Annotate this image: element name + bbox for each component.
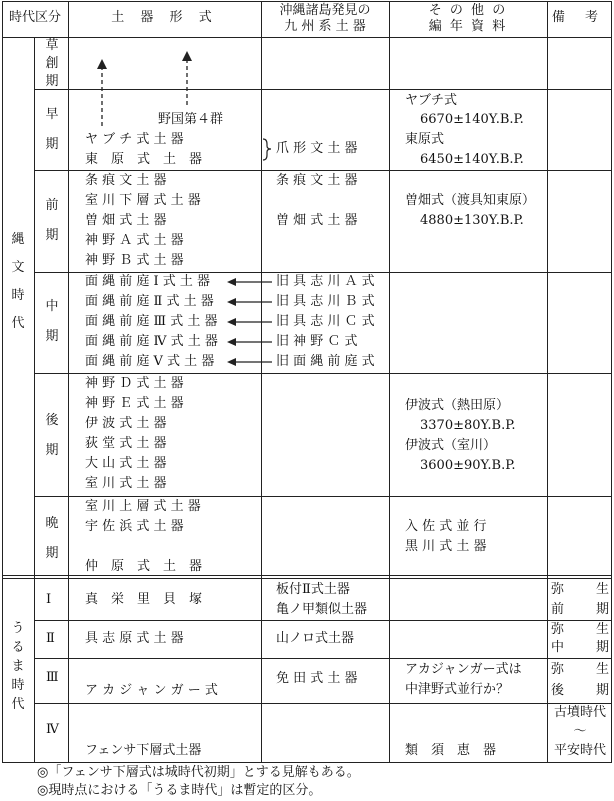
uruma-other-3b: 中津野式並行か？ (405, 682, 510, 697)
kouki-pottery-1: 神 野 Ｄ 式 土 器 (85, 376, 184, 391)
uruma-pottery-3: ア カ ジ ャ ン ガ ー 式 (85, 683, 218, 698)
header-other-line1: そ の 他 の (428, 3, 508, 18)
chuki-pottery-4: 面 縄 前 庭 Ⅳ 式 土 器 (85, 334, 218, 349)
souki-kyushu: 爪 形 文 土 器 (276, 141, 358, 156)
subperiod-banki: 晩期 (45, 516, 59, 561)
uruma-num-2: Ⅱ (46, 631, 55, 646)
subperiod-souki: 早期 (45, 107, 59, 152)
kouki-other-3: 伊波式（室川） (405, 438, 497, 453)
zenki-kyushu-1: 条 痕 文 土 器 (276, 173, 358, 188)
chuki-pottery-2: 面 縄 前 庭 Ⅱ 式 土 器 (85, 294, 214, 309)
souki-nokuni-label: 野国第４群 (158, 112, 224, 127)
chuki-kyushu-4: 旧 神 野 Ｃ 式 (276, 334, 358, 349)
zenki-pottery-4: 神 野 Ａ 式 土 器 (85, 233, 184, 248)
header-kyushu-line1: 沖縄諸島発見の (279, 3, 371, 18)
uruma-num-4: Ⅳ (46, 722, 59, 737)
uruma-other-3a: アカジャンガー式は (405, 662, 522, 677)
footnote-1: ◎「フェンサ下層式は城時代初期」とする見解もある。 (37, 765, 360, 780)
header-period-division: 時代区分 (8, 10, 61, 25)
chuki-kyushu-5: 旧 面 縄 前 庭 式 (276, 354, 375, 369)
uruma-pottery-2: 具 志 原 式 土 器 (85, 631, 184, 646)
souki-pottery-1: ヤ ブ チ 式 土 器 (85, 132, 184, 147)
uruma-kyushu-3: 免 田 式 土 器 (276, 671, 358, 686)
dashed-up-arrow-right (182, 51, 192, 105)
zenki-other-1: 曽畑式（渡具知東原） (405, 193, 536, 208)
subperiod-kouki: 後期 (45, 413, 59, 458)
arrow-chuki-5 (227, 358, 272, 366)
era-label-jomon: 縄文時代 (11, 232, 25, 331)
header-other-line2: 編 年 資 料 (428, 19, 508, 34)
souki-other-2: 6670±140Y.B.P. (420, 112, 524, 127)
uruma-pottery-4: フェンサ下層式土器 (85, 743, 202, 758)
subperiod-zenki: 前期 (45, 198, 59, 243)
chuki-pottery-3: 面 縄 前 庭 Ⅲ 式 土 器 (85, 314, 218, 329)
banki-pottery-2: 宇 佐 浜 式 土 器 (85, 519, 184, 534)
uruma-remarks-4a: 古墳時代 (553, 705, 606, 720)
uruma-other-4: 類 須 恵 器 (405, 743, 497, 758)
zenki-pottery-3: 曽 畑 式 土 器 (85, 213, 167, 228)
zenki-pottery-5: 神 野 Ｂ 式 土 器 (85, 253, 184, 268)
zenki-other-2: 4880±130Y.B.P. (420, 213, 524, 228)
zenki-pottery-1: 条 痕 文 土 器 (85, 173, 167, 188)
souki-other-4: 6450±140Y.B.P. (420, 152, 524, 167)
chuki-kyushu-2: 旧 具 志 川 Ｂ 式 (276, 294, 375, 309)
kouki-pottery-5: 大 山 式 土 器 (85, 456, 167, 471)
arrow-chuki-3 (227, 318, 272, 326)
subperiod-chuki: 中期 (45, 299, 59, 344)
kouki-pottery-3: 伊 波 式 土 器 (85, 416, 167, 431)
banki-pottery-3: 仲 原 式 土 器 (85, 559, 203, 574)
brace-icon (263, 139, 271, 160)
kouki-other-4: 3600±90Y.B.P. (420, 458, 516, 473)
header-remarks: 備 考 (551, 10, 607, 25)
uruma-num-3: Ⅲ (46, 670, 59, 685)
uruma-num-1: Ⅰ (46, 592, 52, 607)
uruma-remarks-3b: 後 期 (551, 683, 609, 698)
kouki-pottery-2: 神 野 Ｅ 式 土 器 (85, 396, 184, 411)
uruma-remarks-4b: ～ (573, 724, 587, 739)
uruma-remarks-3a: 弥 生 (551, 662, 609, 677)
souki-pottery-2: 東 原 式 土 器 (85, 152, 203, 167)
uruma-pottery-1: 真 栄 里 貝 塚 (85, 592, 203, 607)
uruma-remarks-4c: 平安時代 (553, 743, 606, 758)
arrow-chuki-1 (227, 278, 272, 286)
arrow-chuki-4 (227, 338, 272, 346)
era-label-uruma: うるま時代 (11, 621, 25, 712)
banki-pottery-1: 室 川 上 層 式 土 器 (85, 499, 201, 514)
dashed-up-arrow-left (97, 59, 107, 126)
header-kyushu-line2: 九 州 系 土 器 (284, 19, 366, 34)
banki-other-1: 入 佐 式 並 行 (405, 519, 487, 534)
subperiod-sosoki: 草創期 (45, 38, 59, 89)
arrow-chuki-2 (227, 298, 272, 306)
chuki-kyushu-1: 旧 具 志 川 Ａ 式 (276, 274, 375, 289)
uruma-remarks-2a: 弥 生 (551, 622, 609, 637)
uruma-kyushu-1a: 板付Ⅱ式土器 (276, 582, 350, 597)
zenki-pottery-2: 室 川 下 層 式 土 器 (85, 193, 201, 208)
chuki-kyushu-3: 旧 具 志 川 Ｃ 式 (276, 314, 375, 329)
uruma-kyushu-2: 山ノロ式土器 (276, 631, 355, 646)
banki-other-2: 黒 川 式 土 器 (405, 539, 487, 554)
footnote-2: ◎現時点における「うるま時代」は暫定的区分。 (37, 783, 322, 798)
uruma-remarks-2b: 中 期 (551, 640, 609, 655)
chuki-pottery-5: 面 縄 前 庭 Ⅴ 式 土 器 (85, 354, 215, 369)
header-pottery-types: 土 器 形 式 (111, 10, 218, 25)
kouki-other-2: 3370±80Y.B.P. (420, 418, 516, 433)
souki-other-1: ヤブチ式 (405, 93, 458, 108)
zenki-kyushu-2: 曽 畑 式 土 器 (276, 213, 358, 228)
kouki-other-1: 伊波式（熱田原） (405, 398, 510, 413)
uruma-remarks-1a: 弥 生 (551, 582, 609, 597)
uruma-kyushu-1b: 亀ノ甲類似土器 (276, 602, 368, 617)
kouki-pottery-6: 室 川 式 土 器 (85, 476, 167, 491)
chuki-pottery-1: 面 縄 前 庭 Ⅰ 式 土 器 (85, 274, 211, 289)
souki-other-3: 東原式 (405, 132, 445, 147)
uruma-remarks-1b: 前 期 (551, 602, 609, 617)
kouki-pottery-4: 荻 堂 式 土 器 (85, 436, 167, 451)
